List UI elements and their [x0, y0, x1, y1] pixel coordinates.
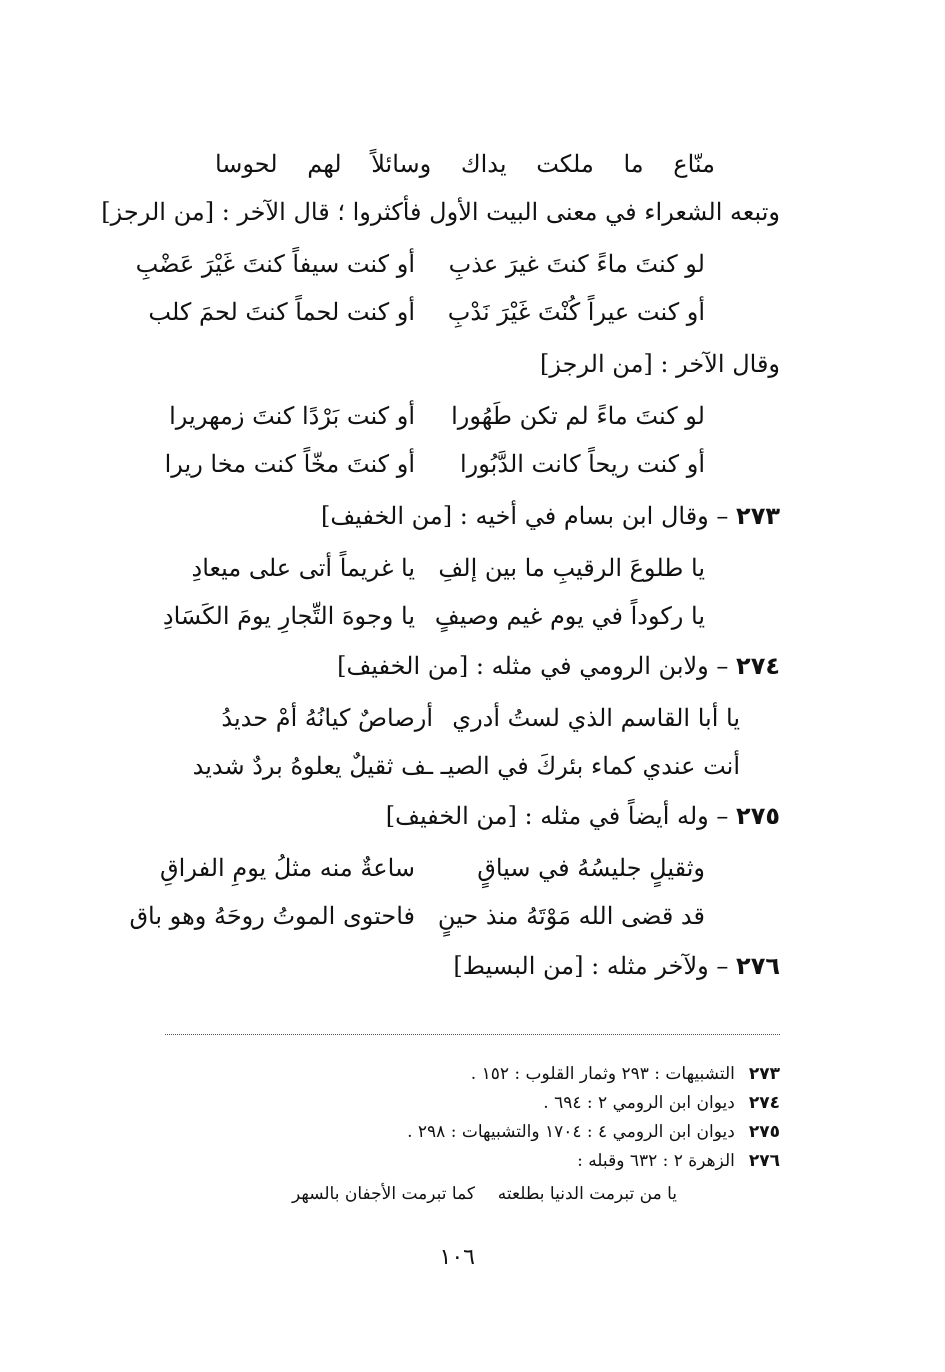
verse-hemistich-right: قد قضى الله مَوْتَهُ منذ حينٍ — [437, 902, 705, 930]
verse-hemistich-left: أو كنت سيفاً كنتَ غَيْرَ عَضْبِ — [135, 250, 415, 278]
verse-hemistich-left: ساعةٌ منه مثلُ يومِ الفراقِ — [160, 854, 415, 882]
footnote-number: ٢٧٣ — [748, 1064, 780, 1084]
verse-hemistich-right: وثقيلٍ جليسُهُ في سياقٍ — [477, 854, 705, 882]
verse-hemistich-right: أو كنت ريحاً كانت الدَّبُورا — [460, 450, 705, 478]
intro-paragraph: وقال الآخر : [من الرجز] — [540, 350, 780, 378]
section-heading-275 — [386, 802, 780, 830]
footnote-text: ديوان ابن الرومي ٢ : ٦٩٤ . — [543, 1093, 735, 1113]
footnote-text: ديوان ابن الرومي ٤ : ١٧٠٤ والتشبيهات : ٢٩٨ . — [407, 1122, 735, 1142]
verse-hemistich-left: يا غريماً أتى على ميعادِ — [191, 554, 415, 582]
footnote-divider — [165, 1034, 780, 1035]
footnote-number: ٢٧٤ — [748, 1093, 780, 1113]
section-heading-273 — [321, 502, 780, 530]
verse-hemistich-left: أرصاصٌ كيانُهُ أمْ حديدُ — [221, 704, 433, 732]
verse-hemistich-right: أو كنت عيراً كُنْتَ غَيْرَ نَدْبِ — [447, 298, 705, 326]
footnote-number: ٢٧٦ — [748, 1151, 780, 1171]
section-number: ٢٧٤ — [736, 652, 780, 680]
verse-hemistich-right: لو كنتَ ماءً لم تكن طَهُورا — [451, 402, 705, 430]
verse-hemistich-right: يا أبا القاسم الذي لستُ أدري — [452, 704, 740, 732]
footnote-verse-left: كما تبرمت الأجفان بالسهر — [291, 1184, 475, 1204]
section-heading-276 — [453, 952, 780, 980]
footnote-text: الزهرة ٢ : ٦٣٢ وقبله : — [577, 1151, 735, 1171]
verse-hemistich-left: فاحتوى الموتُ روحَهُ وهو باق — [129, 902, 415, 930]
verse-hemistich-left: ـف ثقيلٌ يعلوهُ بردٌ شديد — [192, 752, 433, 780]
verse-hemistich-right: لو كنتَ ماءً كنتَ غيرَ عذبِ — [448, 250, 705, 278]
verse-line: منّاع ما ملكت يداك وسائلاً لهم لحوسا — [214, 150, 715, 178]
intro-paragraph: وتبعه الشعراء في معنى البيت الأول فأكثروا ؛ قال الآخر : [من الرجز] — [101, 198, 780, 226]
section-text: – وقال ابن بسام في أخيه : [من الخفيف] — [320, 502, 729, 530]
verse-hemistich-left: أو كنت بَرْدًا كنتَ زمهريرا — [169, 402, 415, 430]
footnote — [543, 1093, 780, 1113]
section-text: – ولآخر مثله : [من البسيط] — [453, 952, 729, 980]
footnote — [407, 1122, 780, 1142]
section-heading-274 — [337, 652, 780, 680]
footnote-verse-right: يا من تبرمت الدنيا بطلعته — [497, 1184, 677, 1204]
footnote — [471, 1064, 780, 1084]
verse-hemistich-left: أو كنت لحماً كنتَ لحمَ كلب — [148, 298, 415, 326]
page-number: ١٠٦ — [439, 1245, 475, 1270]
section-number: ٢٧٣ — [736, 502, 780, 530]
verse-hemistich-right: أنت عندي كماء بئركَ في الصيـ — [440, 752, 740, 780]
footnote-text: التشبيهات : ٢٩٣ وثمار القلوب : ١٥٢ . — [470, 1064, 735, 1084]
section-number: ٢٧٥ — [736, 802, 780, 830]
section-number: ٢٧٦ — [736, 952, 780, 980]
footnote — [577, 1151, 780, 1171]
verse-hemistich-left: يا وجوهَ التِّجارِ يومَ الكَسَادِ — [162, 602, 415, 630]
footnote-number: ٢٧٥ — [748, 1122, 780, 1142]
verse-hemistich-right: يا طلوعَ الرقيبِ ما بين إلفِ — [438, 554, 705, 582]
section-text: – وله أيضاً في مثله : [من الخفيف] — [385, 802, 729, 830]
section-text: – ولابن الرومي في مثله : [من الخفيف] — [337, 652, 729, 680]
verse-hemistich-left: أو كنتَ مخّاً كنت مخا ريرا — [164, 450, 415, 478]
verse-hemistich-right: يا ركوداً في يوم غيم وصيفٍ — [434, 602, 705, 630]
